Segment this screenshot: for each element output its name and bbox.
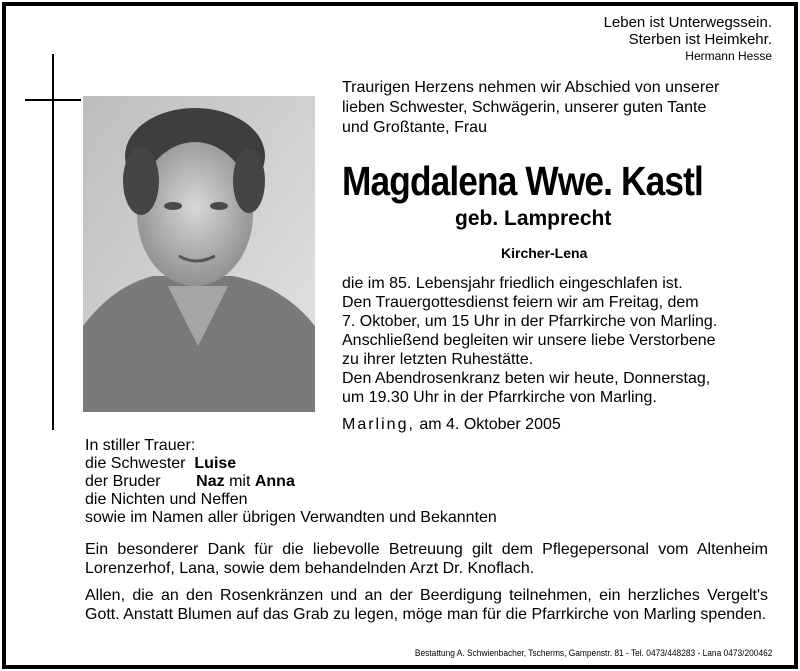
mourner-brother xyxy=(85,473,497,491)
acknowledgements xyxy=(85,540,768,632)
funeral-home-footer: Bestattung A. Schwienbacher, Tscherms, Gampenstr. 81 - Tel. 0473/448283 - Lana 0473/200462 xyxy=(414,648,772,658)
announcement-line: 7. Oktober, um 15 Uhr in der Pfarrkirche von Marling. xyxy=(342,313,718,330)
thanks-paragraph: Allen, die an den Rosenkränzen und an der Beerdigung teilnehmen, ein herzliches Vergelt's Gott. Anstatt Blumen auf das Grab zu legen, möge man für die Pfarrkirche von Marling spenden. xyxy=(85,587,768,623)
cross-icon-bar xyxy=(25,99,81,101)
intro-line: lieben Schwester, Schwägerin, unserer guten Tante xyxy=(342,99,707,116)
relation-label: die Schwester xyxy=(85,455,186,472)
mourner-relatives: sowie im Namen aller übrigen Verwandten und Bekannten xyxy=(85,509,497,526)
relation-label: der Bruder xyxy=(85,473,161,490)
birth-name: geb. Lamprecht xyxy=(455,207,612,230)
epigraph-author: Hermann Hesse xyxy=(685,49,772,63)
mourner-name: Naz xyxy=(196,473,225,490)
portrait-image xyxy=(83,96,315,412)
epigraph xyxy=(604,14,772,65)
place-name: Marling, xyxy=(342,416,415,433)
thanks-paragraph: Ein besonderer Dank für die liebevolle Betreuung gilt dem Pflegepersonal vom Altenheim Lorenzerhof, Lana, sowie dem behandelnden Arzt Dr. Knoflach. xyxy=(85,541,768,577)
mourners-heading: In stiller Trauer: xyxy=(85,437,196,454)
conjunction: mit xyxy=(229,473,251,490)
epigraph-line: Sterben ist Heimkehr. xyxy=(628,31,772,48)
place-date xyxy=(342,415,561,434)
announcement-line: zu ihrer letzten Ruhestätte. xyxy=(342,351,534,368)
nickname: Kircher-Lena xyxy=(501,245,588,261)
announcement-line: die im 85. Lebensjahr friedlich eingeschlafen ist. xyxy=(342,275,683,292)
announcement-line: Den Abendrosenkranz beten wir heute, Donnerstag, xyxy=(342,370,711,387)
intro-line: Traurigen Herzens nehmen wir Abschied von unserer xyxy=(342,79,720,96)
portrait-photo xyxy=(83,96,315,412)
epigraph-line: Leben ist Unterwegssein. xyxy=(603,14,772,31)
intro-line: und Großtante, Frau xyxy=(342,119,487,136)
deceased-name: Magdalena Wwe. Kastl xyxy=(342,158,703,204)
date-text: am 4. Oktober 2005 xyxy=(419,416,561,433)
mourner-sister xyxy=(85,455,497,473)
mourner-nieces: die Nichten und Neffen xyxy=(85,491,248,508)
mourner-name: Anna xyxy=(254,473,295,490)
announcement-line: Den Trauergottesdienst feiern wir am Freitag, dem xyxy=(342,294,699,311)
announcement-line: Anschließend begleiten wir unsere liebe Verstorbene xyxy=(342,332,716,349)
announcement-line: um 19.30 Uhr in der Pfarrkirche von Marling. xyxy=(342,389,657,406)
cross-icon xyxy=(52,54,54,430)
mourner-name: Luise xyxy=(194,455,237,472)
announcement-text xyxy=(342,274,717,407)
mourners-list xyxy=(85,437,497,527)
intro-text xyxy=(342,78,719,138)
